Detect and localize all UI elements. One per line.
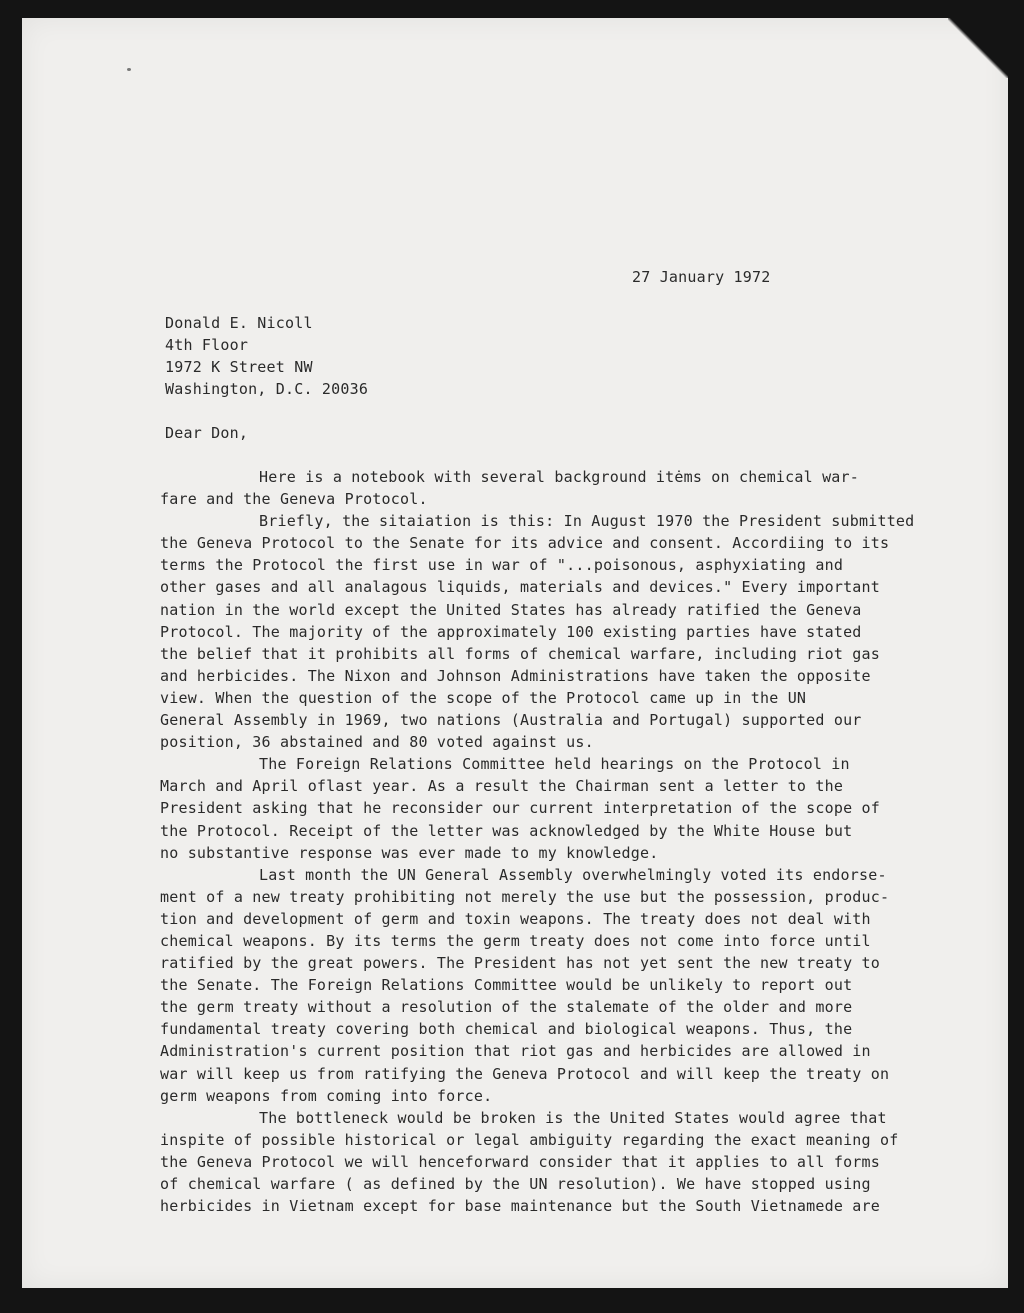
body-line: The Foreign Relations Committee held hearings on the Protocol in [259,755,850,774]
body-line: the belief that it prohibits all forms of chemical warfare, including riot gas [160,644,880,663]
body-line: and herbicides. The Nixon and Johnson Administrations have taken the opposite [160,666,871,685]
body-line: position, 36 abstained and 80 voted against us. [160,733,594,752]
body-line: other gases and all analagous liquids, materials and devices." Every important [160,578,880,597]
letter-page [22,18,1008,1288]
body-line: no substantive response was ever made to my knowledge. [160,843,659,862]
salutation: Dear Don, [165,424,249,442]
page-corner-fold [948,18,1008,78]
recipient-address [165,312,368,400]
address-line: Donald E. Nicoll [165,314,313,332]
letter-date: 27 January 1972 [632,268,771,286]
body-line: ment of a new treaty prohibiting not merely the use but the possession, produc- [160,887,890,906]
address-line: Washington, D.C. 20036 [165,380,369,398]
body-line: inspite of possible historical or legal ambiguity regarding the exact meaning of [160,1130,899,1149]
body-line: nation in the world except the United States has already ratified the Geneva [160,600,862,619]
body-line: the Protocol. Receipt of the letter was acknowledged by the White House but [160,821,853,840]
body-line: of chemical warfare ( as defined by the UN resolution). We have stopped using [160,1175,871,1193]
address-line: 1972 K Street NW [165,358,313,376]
body-line: the Geneva Protocol we will henceforward consider that it applies to all forms [160,1152,880,1171]
body-line: herbicides in Vietnam except for base maintenance but the South Vietnamede are [160,1197,880,1216]
body-line: chemical weapons. By its terms the germ treaty does not come into force until [160,931,871,950]
body-line: ratified by the great powers. The President has not yet sent the new treaty to [160,954,880,973]
body-line: the Geneva Protocol to the Senate for its advice and consent. Accordiing to its [160,534,890,553]
body-line: terms the Protocol the first use in war of "...poisonous, asphyxiating and [160,556,844,575]
body-line: President asking that he reconsider our current interpretation of the scope of [160,799,880,818]
body-line: Protocol. The majority of the approximately 100 existing parties have stated [160,622,862,641]
body-line: Here is a notebook with several background itėms on chemical war- [259,468,859,486]
stray-mark [127,68,131,71]
body-line: fundamental treaty covering both chemical and biological weapons. Thus, the [160,1020,853,1039]
body-line: Last month the UN General Assembly overwhelmingly voted its endorse- [259,865,887,884]
body-line: the Senate. The Foreign Relations Committee would be unlikely to report out [160,976,853,995]
body-line: March and April oflast year. As a result the Chairman sent a letter to the [160,777,844,796]
body-line: tion and development of germ and toxin weapons. The treaty does not deal with [160,909,871,928]
body-line: Administration's current position that riot gas and herbicides are allowed in [160,1042,871,1061]
body-line: the germ treaty without a resolution of the stalemate of the older and more [160,998,853,1017]
body-line: germ weapons from coming into force. [160,1086,493,1105]
address-line: 4th Floor [165,336,249,354]
body-line: Briefly, the sitaiation is this: In August 1970 the President submitted [259,512,915,531]
body-line: The bottleneck would be broken is the United States would agree that [259,1108,887,1127]
body-line: view. When the question of the scope of the Protocol came up in the UN [160,688,807,707]
body-line: war will keep us from ratifying the Geneva Protocol and will keep the treaty on [160,1064,890,1083]
body-line: General Assembly in 1969, two nations (Australia and Portugal) supported our [160,711,862,730]
body-line: fare and the Geneva Protocol. [160,490,428,509]
letter-body [160,466,950,1217]
